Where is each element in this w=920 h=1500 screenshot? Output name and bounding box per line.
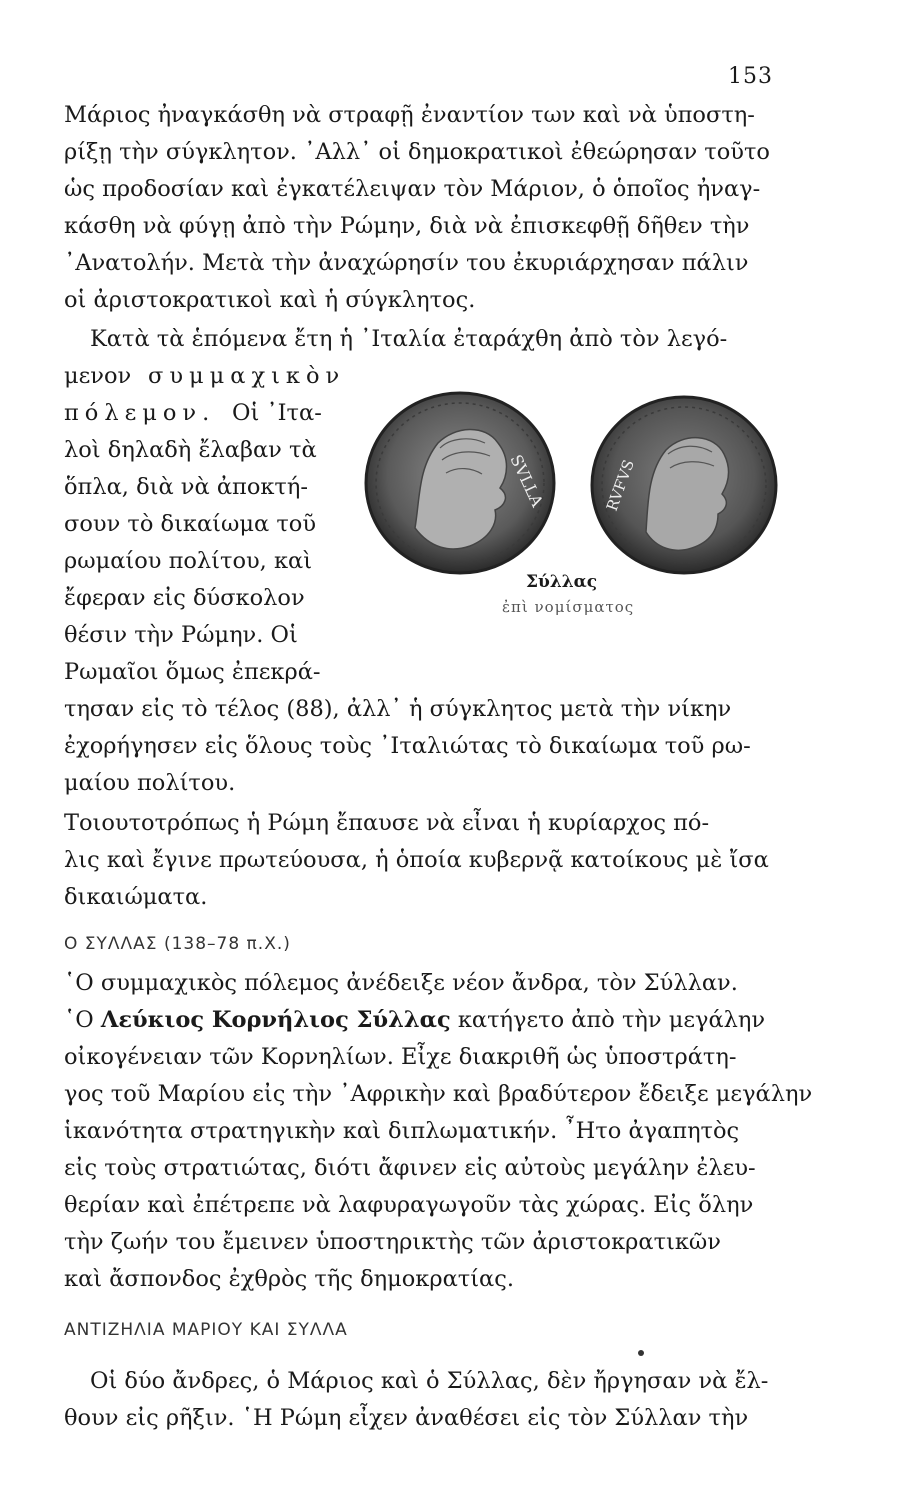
page-number: 153 — [728, 64, 773, 89]
text-line: ρίξῃ τὴν σύγκλητον. ᾿Αλλ᾽ οἱ δημοκρατικοὶ ἐθεώρησαν τοῦτο — [64, 139, 770, 165]
text-line: ρωμαίου πολίτου, καὶ — [64, 548, 313, 574]
text-line: λις καὶ ἔγινε πρωτεύουσα, ἡ ὁποία κυβερνᾷ κατοίκους μὲ ἴσα — [64, 847, 769, 873]
coin-right-image — [586, 392, 782, 578]
text-line: τησαν εἰς τὸ τέλος (88), ἀλλ᾽ ἡ σύγκλητος μετὰ τὴν νίκην — [64, 696, 732, 722]
text-line: εἰς τοὺς στρατιώτας, διότι ἄφινεν εἰς αὐτοὺς μεγάλην ἐλευ- — [64, 1155, 756, 1181]
text-line: μενον — [64, 363, 132, 389]
text-line: γος τοῦ Μαρίου εἰς τὴν ᾿Αφρικὴν καὶ βραδύτερον ἔδειξε μεγάλην — [64, 1081, 813, 1107]
text-fragment: κατήγετο ἀπὸ τὴν μεγάλην — [450, 1007, 766, 1033]
text-line: καὶ ἄσπονδος ἐχθρὸς τῆς δημοκρατίας. — [64, 1266, 514, 1292]
text-line: οἱ ἀριστοκρατικοὶ καὶ ἡ σύγκλητος. — [64, 287, 476, 313]
text-line: Τοιουτοτρόπως ἡ Ρώμη ἔπαυσε νὰ εἶναι ἡ κυρίαρχος πό- — [64, 810, 710, 836]
text-line: ὅπλα, διὰ νὰ ἀποκτή- — [64, 474, 308, 500]
text-line: θερίαν καὶ ἐπέτρεπε νὰ λαφυραγωγοῦν τὰς χώρας. Εἰς ὅλην — [64, 1192, 754, 1218]
text-line: θέσιν τὴν Ρώμην. Οἱ — [64, 622, 298, 648]
text-fragment: ῾Ο — [64, 1007, 101, 1033]
text-line: ἐχορήγησεν εἰς ὅλους τοὺς ᾿Ιταλιώτας τὸ δικαίωμα τοῦ ρω- — [64, 733, 751, 759]
text-line: Ρωμαῖοι ὅμως ἐπεκρά- — [64, 659, 321, 685]
text-line: θουν εἰς ρῆξιν. ῾Η Ρώμη εἶχεν ἀναθέσει εἰς τὸν Σύλλαν τὴν — [64, 1405, 749, 1431]
text-line: ἔφεραν εἰς δύσκολον — [64, 585, 305, 611]
sulla-full-name: Λεύκιος Κορνήλιος Σύλλας — [100, 1007, 451, 1033]
text-line: ᾿Ανατολήν. Μετὰ τὴν ἀναχώρησίν του ἐκυριάρχησαν πάλιν — [64, 250, 749, 276]
svg-text:RVFVS: RVFVS — [602, 457, 638, 514]
text-line: κάσθη νὰ φύγῃ ἀπὸ τὴν Ρώμην, διὰ νὰ ἐπισκεφθῇ δῆθεν τὴν — [64, 213, 750, 239]
section-heading-sulla: Ο ΣΥΛΛΑΣ (138–78 π.Χ.) — [64, 934, 291, 954]
text-line-spaced: συμμαχικὸν — [148, 363, 346, 389]
coin-left-image — [360, 388, 560, 578]
svg-text:SVLLA: SVLLA — [506, 451, 547, 510]
text-line: μαίου πολίτου. — [64, 770, 236, 796]
text-line: οἰκογένειαν τῶν Κορνηλίων. Εἶχε διακριθῆ ὡς ὑποστράτη- — [64, 1044, 737, 1070]
text-line: τὴν ζωήν του ἔμεινεν ὑποστηρικτὴς τῶν ἀριστοκρατικῶν — [64, 1229, 721, 1255]
text-line: ἱκανότητα στρατηγικὴν καὶ διπλωματικήν. ῏Ητο ἀγαπητὸς — [64, 1118, 740, 1144]
coin-caption-name: Σύλλας — [526, 572, 598, 592]
text-line: Κατὰ τὰ ἑπόμενα ἔτη ἡ ᾿Ιταλία ἐταράχθη ἀπὸ τὸν λεγό- — [90, 326, 728, 352]
bullet-dot — [638, 1350, 644, 1356]
text-line: δικαιώματα. — [64, 884, 208, 910]
text-line: ὡς προδοσίαν καὶ ἐγκατέλειψαν τὸν Μάριον, ὁ ὁποῖος ἠναγ- — [64, 176, 761, 202]
text-line-with-bold — [64, 1005, 765, 1035]
section-heading-rivalry: ΑΝΤΙΖΗΛΙΑ ΜΑΡΙΟΥ ΚΑΙ ΣΥΛΛΑ — [64, 1320, 348, 1340]
text-line-spaced: πόλεμον. — [64, 400, 216, 426]
text-line: ῾Ο συμμαχικὸς πόλεμος ἀνέδειξε νέον ἄνδρα, τὸν Σύλλαν. — [64, 970, 738, 996]
text-line: σουν τὸ δικαίωμα τοῦ — [64, 511, 316, 537]
coin-caption-subtitle: ἐπὶ νομίσματος — [502, 598, 635, 616]
text-line: λοὶ δηλαδὴ ἔλαβαν τὰ — [64, 437, 317, 463]
text-line: Οἱ δύο ἄνδρες, ὁ Μάριος καὶ ὁ Σύλλας, δὲν ἤργησαν νὰ ἔλ- — [90, 1368, 769, 1394]
text-line: Οἱ ᾿Ιτα- — [232, 400, 322, 426]
text-line: Μάριος ἠναγκάσθη νὰ στραφῇ ἐναντίον των καὶ νὰ ὑποστη- — [64, 102, 755, 128]
